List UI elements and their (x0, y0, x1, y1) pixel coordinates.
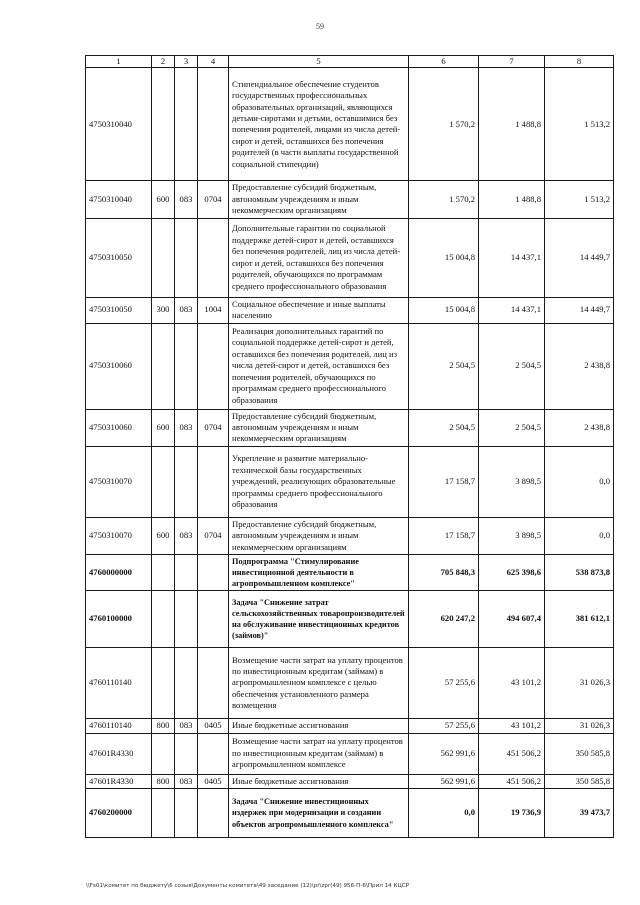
description-cell: Иные бюджетные ассигнования (229, 774, 409, 788)
amount-cell: 0,0 (545, 517, 614, 554)
amount-cell: 15 004,8 (409, 297, 479, 323)
expense-type-cell (152, 323, 175, 409)
table-row (86, 789, 614, 838)
header-cell: 5 (229, 56, 409, 68)
code-cell: 4760200000 (86, 789, 152, 838)
ministry-cell (175, 789, 198, 838)
table-row (86, 323, 614, 409)
section-cell (198, 68, 229, 181)
section-cell (198, 733, 229, 774)
expense-type-cell (152, 789, 175, 838)
description-cell: Социальное обеспечение и иные выплаты населению (229, 297, 409, 323)
expense-type-cell (152, 446, 175, 517)
expense-type-cell: 600 (152, 517, 175, 554)
amount-cell: 2 438,8 (545, 323, 614, 409)
ministry-cell: 083 (175, 297, 198, 323)
table-row (86, 409, 614, 446)
header-cell: 2 (152, 56, 175, 68)
section-cell: 0704 (198, 517, 229, 554)
table-row (86, 218, 614, 297)
section-cell (198, 789, 229, 838)
amount-cell: 625 398,6 (479, 555, 545, 591)
amount-cell: 57 255,6 (409, 719, 479, 733)
section-cell (198, 555, 229, 591)
expense-type-cell (152, 648, 175, 719)
expense-type-cell: 600 (152, 181, 175, 218)
expense-type-cell (152, 591, 175, 648)
code-cell: 4750310070 (86, 446, 152, 517)
code-cell: 4760000000 (86, 555, 152, 591)
description-cell: Предоставление субсидий бюджетным, автономным учреждениям и иным некоммерческим организациям (229, 517, 409, 554)
table-row (86, 591, 614, 648)
section-cell: 0704 (198, 409, 229, 446)
code-cell: 4750310050 (86, 218, 152, 297)
section-cell (198, 218, 229, 297)
amount-cell: 2 504,5 (479, 323, 545, 409)
expense-type-cell (152, 218, 175, 297)
section-cell (198, 446, 229, 517)
section-cell: 0704 (198, 181, 229, 218)
code-cell: 4750310050 (86, 297, 152, 323)
amount-cell: 1 488,8 (479, 181, 545, 218)
amount-cell: 1 570,2 (409, 68, 479, 181)
amount-cell: 57 255,6 (409, 648, 479, 719)
expense-type-cell: 800 (152, 719, 175, 733)
amount-cell: 43 101,2 (479, 719, 545, 733)
section-cell: 0405 (198, 719, 229, 733)
amount-cell: 43 101,2 (479, 648, 545, 719)
header-cell: 8 (545, 56, 614, 68)
table-row (86, 774, 614, 788)
file-path-footer: \\Fs01\комитет по бюджету\6 созыв\Документы комитета\49 заседание (12)\pr\zpr(49) 956-П-6\Прил 14 КЦСР (86, 883, 410, 889)
amount-cell: 620 247,2 (409, 591, 479, 648)
ministry-cell (175, 555, 198, 591)
expense-type-cell: 300 (152, 297, 175, 323)
section-cell (198, 323, 229, 409)
amount-cell: 0,0 (545, 446, 614, 517)
page-number: 59 (316, 22, 324, 31)
amount-cell: 350 585,8 (545, 774, 614, 788)
budget-table (85, 55, 614, 838)
description-cell: Реализация дополнительных гарантий по социальной поддержке детей-сирот и детей, оставшихся без попечения родителей, лиц из числа детей-сирот и детей, оставшихся без попечения родителей, обучающихся по программам среднего профессионального образования (229, 323, 409, 409)
code-cell: 47601R4330 (86, 733, 152, 774)
code-cell: 4760100000 (86, 591, 152, 648)
amount-cell: 705 848,3 (409, 555, 479, 591)
description-cell: Задача "Снижение затрат сельскохозяйственных товаропроизводителей на обслуживание инвестиционных кредитов (займов)" (229, 591, 409, 648)
ministry-cell: 083 (175, 517, 198, 554)
table-row (86, 517, 614, 554)
amount-cell: 0,0 (409, 789, 479, 838)
description-cell: Предоставление субсидий бюджетным, автономным учреждениям и иным некоммерческим организациям (229, 409, 409, 446)
amount-cell: 1 488,8 (479, 68, 545, 181)
ministry-cell (175, 446, 198, 517)
table-row (86, 733, 614, 774)
amount-cell: 1 513,2 (545, 181, 614, 218)
amount-cell: 19 736,9 (479, 789, 545, 838)
amount-cell: 451 506,2 (479, 733, 545, 774)
description-cell: Подпрограмма "Стимулирование инвестиционной деятельности в агропромышленном комплексе" (229, 555, 409, 591)
amount-cell: 14 437,1 (479, 297, 545, 323)
description-cell: Иные бюджетные ассигнования (229, 719, 409, 733)
code-cell: 4750310060 (86, 409, 152, 446)
code-cell: 4750310060 (86, 323, 152, 409)
code-cell: 4750310040 (86, 68, 152, 181)
description-cell: Задача "Снижение инвестиционных издержек при модернизации и создании объектов агропромышленного комплекса" (229, 789, 409, 838)
amount-cell: 39 473,7 (545, 789, 614, 838)
expense-type-cell (152, 555, 175, 591)
ministry-cell (175, 218, 198, 297)
description-cell: Возмещение части затрат на уплату процентов по инвестиционным кредитам (займам) в агропромышленном комплексе с целью обеспечения установленного размера возмещения (229, 648, 409, 719)
ministry-cell (175, 323, 198, 409)
header-cell: 1 (86, 56, 152, 68)
description-cell: Возмещение части затрат на уплату процентов по инвестиционным кредитам (займам) в агропромышленном комплексе (229, 733, 409, 774)
amount-cell: 14 437,1 (479, 218, 545, 297)
code-cell: 4760110140 (86, 719, 152, 733)
table-row (86, 181, 614, 218)
ministry-cell: 083 (175, 774, 198, 788)
header-cell: 6 (409, 56, 479, 68)
table-row (86, 446, 614, 517)
amount-cell: 14 449,7 (545, 218, 614, 297)
amount-cell: 2 504,5 (409, 409, 479, 446)
amount-cell: 2 438,8 (545, 409, 614, 446)
expense-type-cell: 800 (152, 774, 175, 788)
ministry-cell (175, 648, 198, 719)
amount-cell: 381 612,1 (545, 591, 614, 648)
amount-cell: 562 991,6 (409, 733, 479, 774)
amount-cell: 14 449,7 (545, 297, 614, 323)
amount-cell: 451 506,2 (479, 774, 545, 788)
section-cell: 1004 (198, 297, 229, 323)
amount-cell: 31 026,3 (545, 719, 614, 733)
expense-type-cell: 600 (152, 409, 175, 446)
ministry-cell (175, 591, 198, 648)
amount-cell: 494 607,4 (479, 591, 545, 648)
section-cell (198, 648, 229, 719)
amount-cell: 350 585,8 (545, 733, 614, 774)
code-cell: 4750310070 (86, 517, 152, 554)
ministry-cell: 083 (175, 719, 198, 733)
expense-type-cell (152, 68, 175, 181)
code-cell: 4760110140 (86, 648, 152, 719)
amount-cell: 538 873,8 (545, 555, 614, 591)
amount-cell: 3 898,5 (479, 446, 545, 517)
table-row (86, 297, 614, 323)
table-row (86, 68, 614, 181)
amount-cell: 17 158,7 (409, 517, 479, 554)
amount-cell: 562 991,6 (409, 774, 479, 788)
description-cell: Укрепление и развитие материально-технической базы государственных учреждений, реализующих образовательные программы среднего профессионального образования (229, 446, 409, 517)
section-cell: 0405 (198, 774, 229, 788)
table-row (86, 648, 614, 719)
header-cell: 3 (175, 56, 198, 68)
ministry-cell: 083 (175, 181, 198, 218)
section-cell (198, 591, 229, 648)
header-cell: 4 (198, 56, 229, 68)
amount-cell: 2 504,5 (479, 409, 545, 446)
amount-cell: 2 504,5 (409, 323, 479, 409)
header-cell: 7 (479, 56, 545, 68)
amount-cell: 1 570,2 (409, 181, 479, 218)
amount-cell: 15 004,8 (409, 218, 479, 297)
table-row (86, 555, 614, 591)
amount-cell: 3 898,5 (479, 517, 545, 554)
amount-cell: 1 513,2 (545, 68, 614, 181)
amount-cell: 17 158,7 (409, 446, 479, 517)
code-cell: 4750310040 (86, 181, 152, 218)
code-cell: 47601R4330 (86, 774, 152, 788)
expense-type-cell (152, 733, 175, 774)
description-cell: Стипендиальное обеспечение студентов государственных профессиональных образовательных организаций, являющихся детьми-сиротами и детьми, оставшимися без попечения родителей, лицами из числа детей-сирот и детей, оставшихся без попечения родителей (в части выплаты государственной социальной стипендии) (229, 68, 409, 181)
table-row (86, 719, 614, 733)
amount-cell: 31 026,3 (545, 648, 614, 719)
description-cell: Дополнительные гарантии по социальной поддержке детей-сирот и детей, оставшихся без попечения родителей, лиц из числа детей-сирот и детей, оставшихся без попечения родителей, обучающихся по программам среднего профессионального образования (229, 218, 409, 297)
ministry-cell: 083 (175, 409, 198, 446)
table-header-row (86, 56, 614, 68)
ministry-cell (175, 68, 198, 181)
description-cell: Предоставление субсидий бюджетным, автономным учреждениям и иным некоммерческим организациям (229, 181, 409, 218)
ministry-cell (175, 733, 198, 774)
